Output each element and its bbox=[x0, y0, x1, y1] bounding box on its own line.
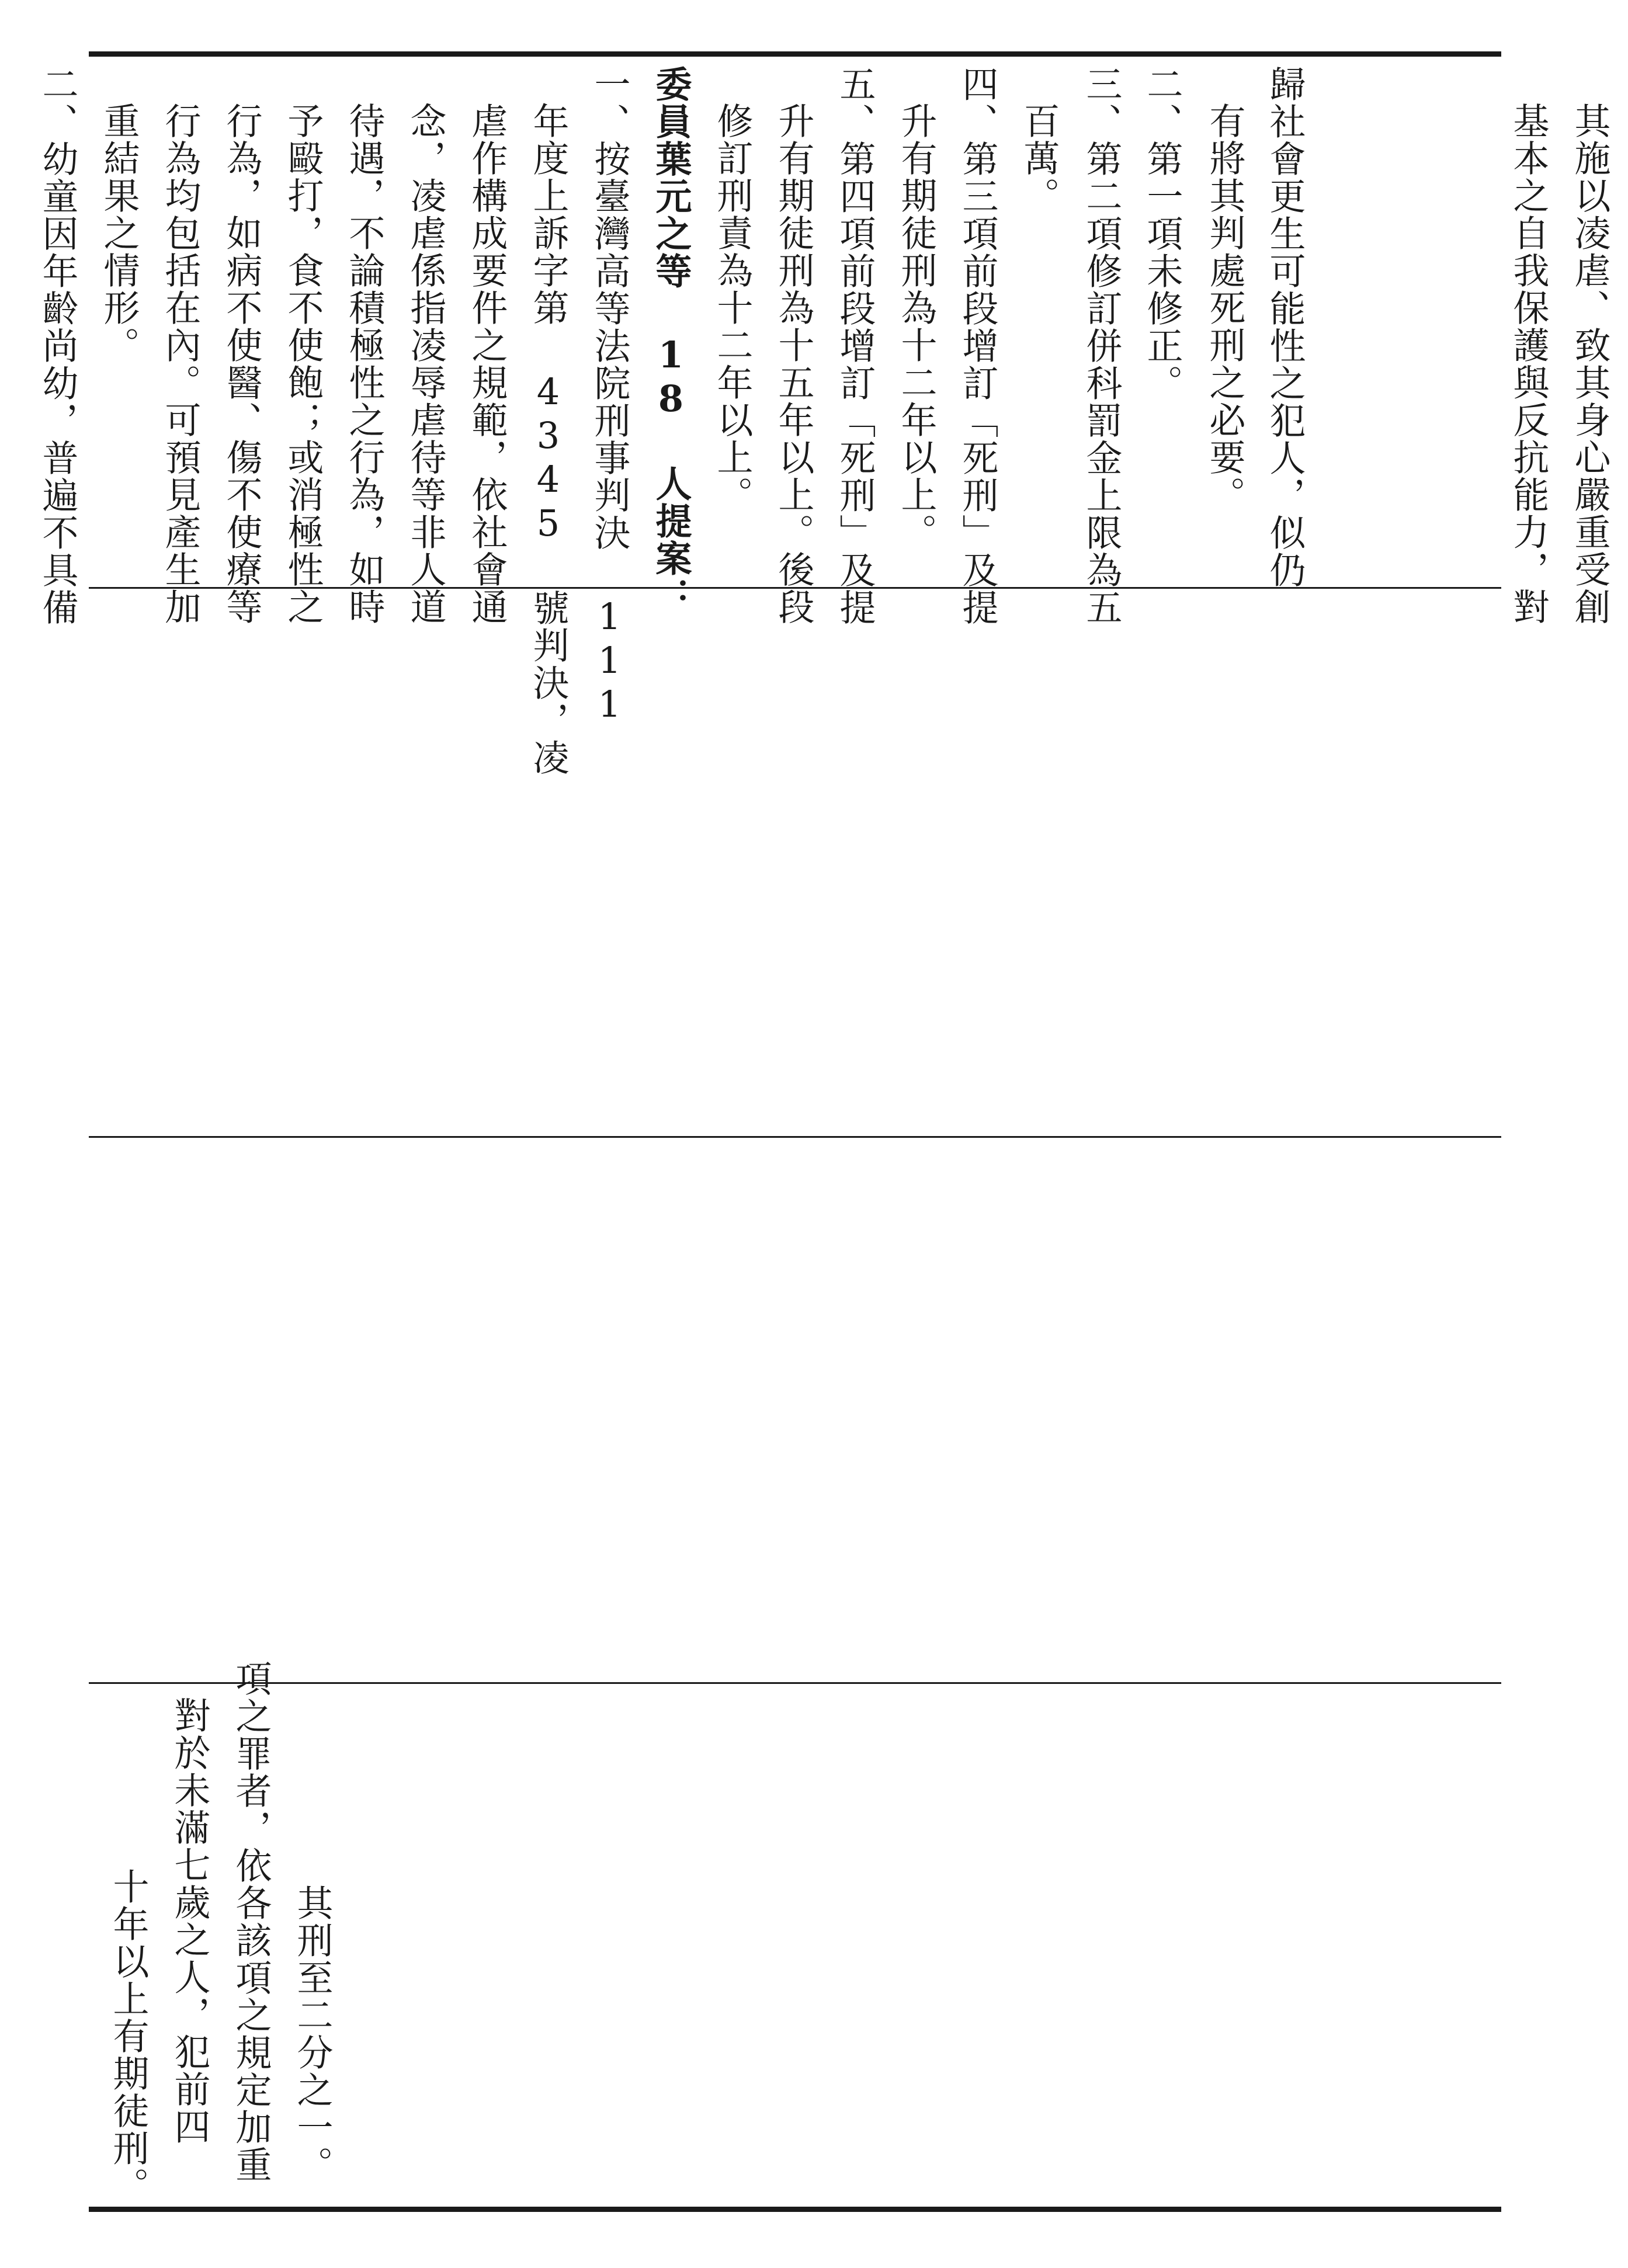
text-column: 五、第四項前段增訂「死刑」及提 bbox=[834, 65, 876, 626]
text-column: 基本之自我保護與反抗能力，對 bbox=[1507, 102, 1550, 626]
bottom-border-rule bbox=[89, 2207, 1501, 2212]
text-column: 予毆打，食不使飽；或消極性之 bbox=[282, 102, 324, 626]
text-column: 升有期徒刑為十五年以上。後段 bbox=[772, 102, 815, 626]
text-column: 修訂刑責為十二年以上。 bbox=[711, 102, 754, 513]
text-column: 四、第三項前段增訂「死刑」及提 bbox=[956, 65, 999, 626]
text-column: 歸社會更生可能性之犯人，似仍 bbox=[1263, 65, 1306, 589]
text-column: 虐作構成要件之規範，依社會通 bbox=[466, 102, 508, 626]
section-divider-2 bbox=[89, 1136, 1501, 1138]
text-column: 百萬。 bbox=[1018, 102, 1060, 214]
text-column: 升有期徒刑為十二年以上。 bbox=[895, 102, 938, 551]
text-column: 待遇，不論積極性之行為，如時 bbox=[343, 102, 386, 626]
statute-text-column: 項之罪者，依各該項之規定加重 bbox=[230, 1660, 272, 2183]
text-column: 行為均包括在內。可預見產生加 bbox=[159, 102, 202, 626]
text-column: 有將其判處死刑之必要。 bbox=[1203, 102, 1246, 513]
text-column: 其施以凌虐、致其身心嚴重受創 bbox=[1568, 102, 1611, 626]
section-divider-3 bbox=[89, 1682, 1501, 1684]
statute-text-column: 對於未滿七歲之人，犯前四 bbox=[168, 1697, 211, 2145]
text-column: 三、第二項修訂併科罰金上限為五 bbox=[1080, 65, 1123, 626]
text-column: 念，凌虐係指凌辱虐待等非人道 bbox=[404, 102, 447, 626]
text-column: 年度上訴字第 4345 號判決，凌 bbox=[527, 102, 570, 776]
statute-text-column: 十年以上有期徒刑。 bbox=[107, 1868, 150, 2204]
text-column: 行為，如病不使醫、傷不使療等 bbox=[220, 102, 263, 626]
statute-text-column: 其刑至二分之一。 bbox=[291, 1884, 334, 2183]
text-column: 二、第一項未修正。 bbox=[1141, 65, 1183, 402]
top-border-rule bbox=[89, 51, 1501, 57]
proposal-heading: 委員葉元之等 18 人提案： bbox=[650, 65, 692, 614]
text-column: 一、按臺灣高等法院刑事判決 111 bbox=[588, 65, 631, 727]
text-column: 重結果之情形。 bbox=[98, 102, 140, 364]
text-column: 二、幼童因年齡尚幼，普遍不具備 bbox=[36, 65, 79, 626]
